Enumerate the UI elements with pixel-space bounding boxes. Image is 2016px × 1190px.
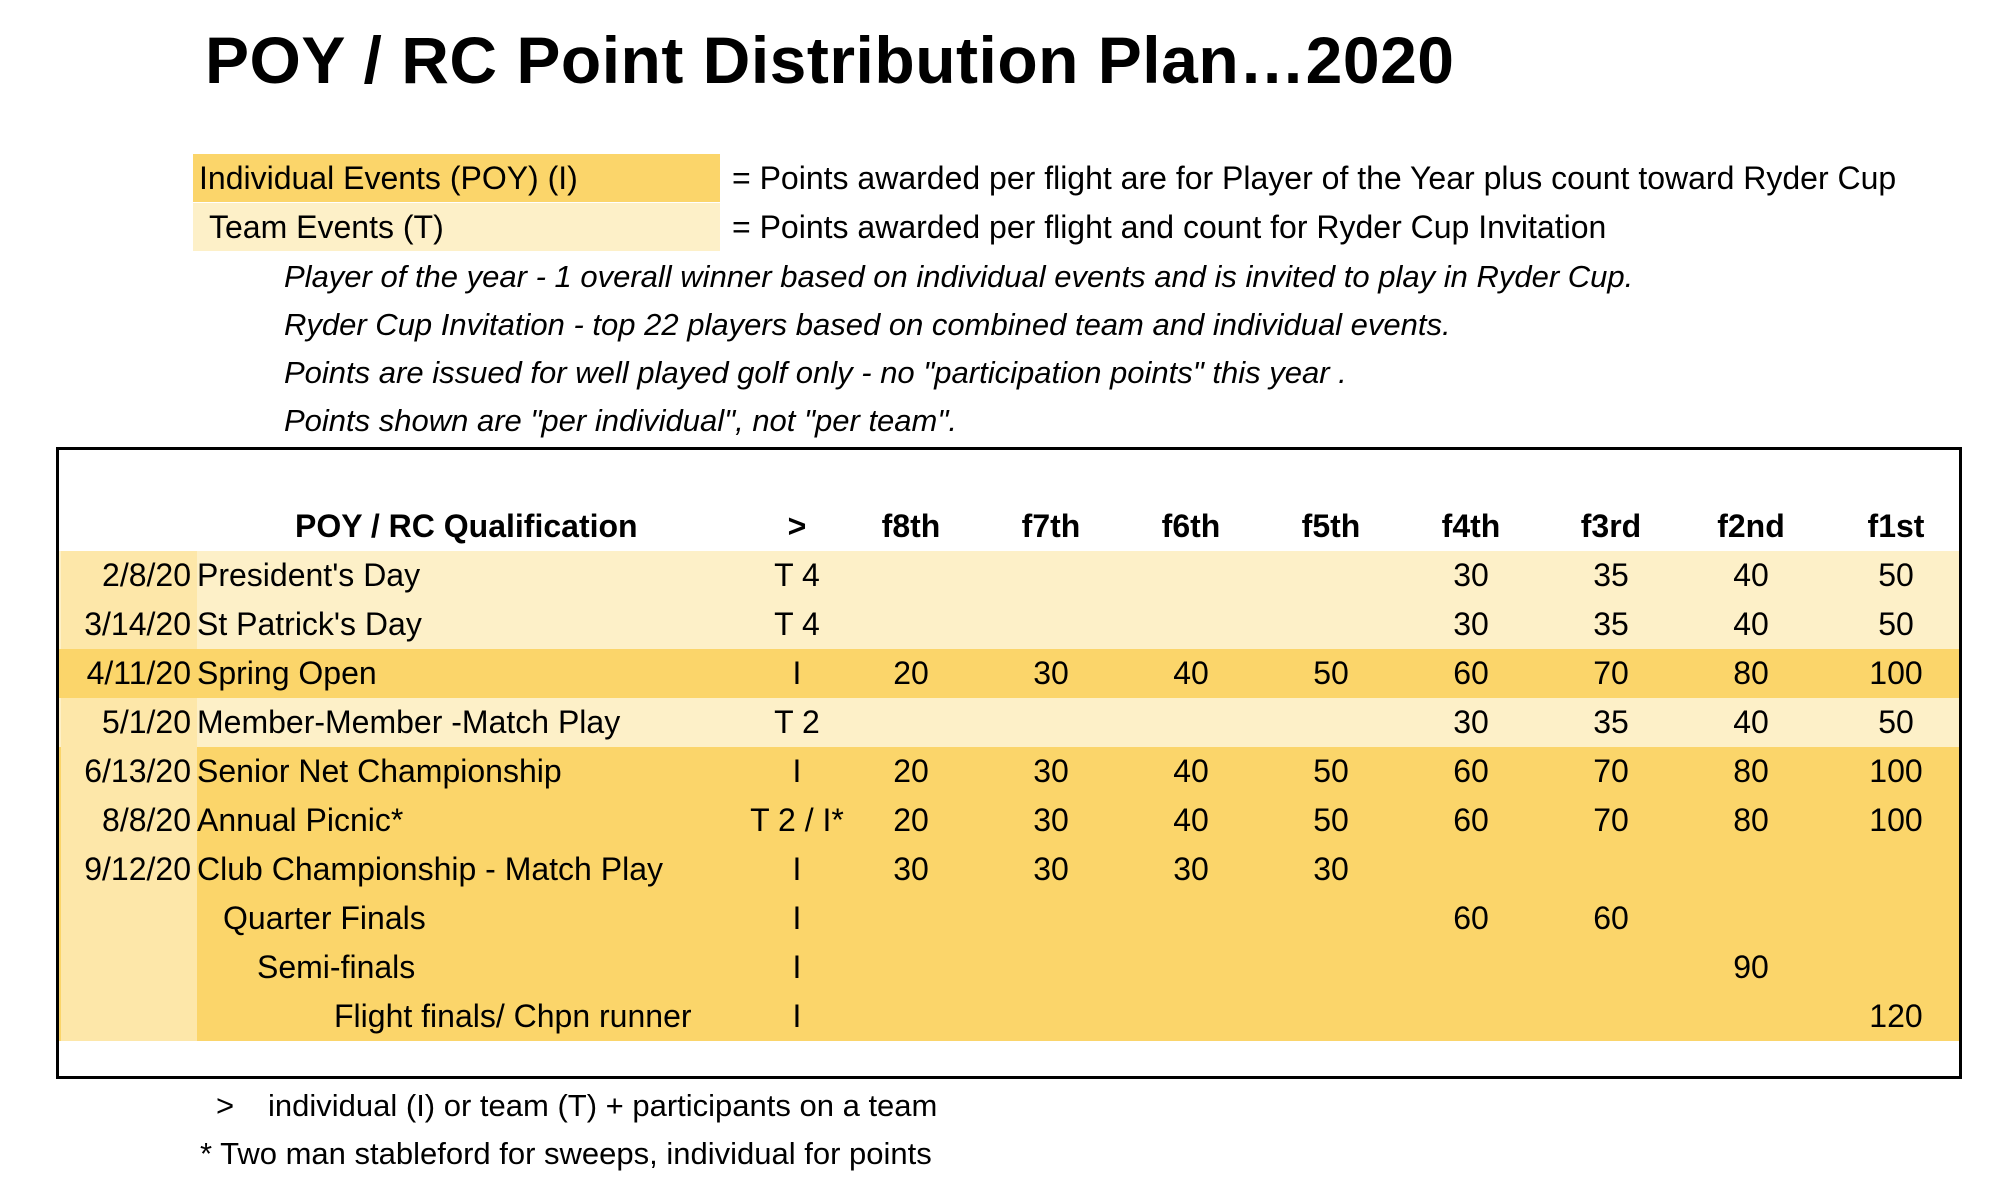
row-f8th: 20 <box>893 753 929 789</box>
row-f5th: 30 <box>1313 851 1349 887</box>
row-f5th: 50 <box>1313 753 1349 789</box>
row-f7th: 30 <box>1033 851 1069 887</box>
row-f4th: 60 <box>1453 802 1489 838</box>
row-f4th: 60 <box>1453 900 1489 936</box>
table-header-row <box>59 502 1959 551</box>
row-type: T 4 <box>774 606 820 642</box>
row-type: T 2 <box>774 704 820 740</box>
row-f2nd: 80 <box>1733 655 1769 691</box>
row-date: 6/13/20 <box>61 747 197 796</box>
row-type: I <box>792 949 802 985</box>
row-f4th: 30 <box>1453 557 1489 593</box>
row-f3rd: 70 <box>1593 802 1629 838</box>
table-row <box>59 747 1959 796</box>
row-date: 2/8/20 <box>61 551 197 600</box>
row-f2nd: 80 <box>1733 802 1769 838</box>
row-event: Senior Net Championship <box>197 753 562 789</box>
table-row <box>59 992 1959 1041</box>
row-f4th: 60 <box>1453 753 1489 789</box>
row-f2nd: 40 <box>1733 606 1769 642</box>
header-f3rd: f3rd <box>1580 508 1642 544</box>
table-row <box>59 894 1959 943</box>
header-f6th: f6th <box>1161 508 1221 544</box>
row-f5th: 50 <box>1313 802 1349 838</box>
row-date: 4/11/20 <box>86 655 191 691</box>
row-f1st: 50 <box>1878 704 1914 740</box>
header-type: > <box>787 508 807 544</box>
row-f5th: 50 <box>1313 655 1349 691</box>
header-f4th: f4th <box>1441 508 1501 544</box>
row-f4th: 60 <box>1453 655 1489 691</box>
row-f3rd: 70 <box>1593 655 1629 691</box>
legend-team-swatch <box>193 203 720 251</box>
row-date: 8/8/20 <box>61 796 197 845</box>
row-f1st: 100 <box>1869 802 1923 838</box>
row-type: I <box>792 753 802 789</box>
row-f2nd: 90 <box>1733 949 1769 985</box>
row-f3rd: 35 <box>1593 606 1629 642</box>
row-f1st: 100 <box>1869 655 1923 691</box>
row-f6th: 40 <box>1173 753 1209 789</box>
row-date <box>61 894 197 943</box>
table-row <box>59 649 1959 698</box>
row-f7th: 30 <box>1033 655 1069 691</box>
row-type: I <box>792 900 802 936</box>
row-event: Flight finals/ Chpn runner <box>334 998 692 1034</box>
row-f3rd: 35 <box>1593 557 1629 593</box>
row-type: I <box>792 998 802 1034</box>
row-date: 3/14/20 <box>61 600 197 649</box>
row-date <box>61 943 197 992</box>
row-f1st: 100 <box>1869 753 1923 789</box>
legend-individual-label: Individual Events (POY) (I) <box>199 160 578 196</box>
row-f8th: 20 <box>893 802 929 838</box>
row-f4th: 30 <box>1453 606 1489 642</box>
row-event: Semi-finals <box>257 949 416 985</box>
row-f8th: 30 <box>893 851 929 887</box>
legend-team-desc: = Points awarded per flight and count for Ryder Cup Invitation <box>732 209 1607 245</box>
note-player-of-year: Player of the year - 1 overall winner based on individual events and is invited to play in Ryder Cup. <box>284 259 1634 294</box>
table-row <box>59 551 1959 600</box>
row-f4th: 30 <box>1453 704 1489 740</box>
header-f2nd: f2nd <box>1717 508 1785 544</box>
row-f8th: 20 <box>893 655 929 691</box>
row-f3rd: 35 <box>1593 704 1629 740</box>
table-row <box>59 943 1959 992</box>
row-date: 9/12/20 <box>61 845 197 894</box>
row-type: I <box>792 655 802 691</box>
row-date <box>61 992 197 1041</box>
header-f1st: f1st <box>1867 508 1925 544</box>
row-f3rd: 60 <box>1593 900 1629 936</box>
note-ryder-cup: Ryder Cup Invitation - top 22 players based on combined team and individual events. <box>284 307 1451 342</box>
footer-note: * Two man stableford for sweeps, individual for points <box>200 1136 932 1171</box>
table-row <box>59 796 1959 845</box>
row-event: St Patrick's Day <box>197 606 422 642</box>
points-table <box>56 447 1962 1079</box>
note-participation: Points are issued for well played golf only - no "participation points" this year . <box>284 355 1347 390</box>
row-date: 5/1/20 <box>61 698 197 747</box>
header-event: POY / RC Qualification <box>295 508 638 544</box>
row-f6th: 40 <box>1173 655 1209 691</box>
row-event: Annual Picnic* <box>197 802 404 838</box>
row-f2nd: 40 <box>1733 704 1769 740</box>
row-f1st: 50 <box>1878 606 1914 642</box>
row-event: Spring Open <box>197 655 377 691</box>
footer-legend-text: individual (I) or team (T) + participants on a team <box>268 1088 938 1123</box>
footer-legend-symbol: > <box>216 1088 235 1123</box>
row-type: T 2 / I* <box>750 802 844 838</box>
row-f6th: 30 <box>1173 851 1209 887</box>
page-title: POY / RC Point Distribution Plan…2020 <box>205 23 1455 97</box>
header-f8th: f8th <box>881 508 941 544</box>
row-f3rd: 70 <box>1593 753 1629 789</box>
header-f7th: f7th <box>1021 508 1081 544</box>
table-row <box>59 845 1959 894</box>
legend-individual-desc: = Points awarded per flight are for Player of the Year plus count toward Ryder Cup <box>732 160 1897 196</box>
row-f2nd: 80 <box>1733 753 1769 789</box>
row-f7th: 30 <box>1033 802 1069 838</box>
table-row <box>59 698 1959 747</box>
row-f6th: 40 <box>1173 802 1209 838</box>
note-per-individual: Points shown are "per individual", not "per team". <box>284 403 957 438</box>
row-f7th: 30 <box>1033 753 1069 789</box>
header-f5th: f5th <box>1301 508 1361 544</box>
row-event: Quarter Finals <box>223 900 426 936</box>
table-row <box>59 600 1959 649</box>
legend-team-label: Team Events (T) <box>209 209 444 245</box>
legend-individual-swatch <box>193 154 720 202</box>
row-event: President's Day <box>197 557 421 593</box>
row-type: T 4 <box>774 557 820 593</box>
row-f1st: 120 <box>1869 998 1923 1034</box>
row-f1st: 50 <box>1878 557 1914 593</box>
row-event: Member-Member -Match Play <box>197 704 621 740</box>
row-type: I <box>792 851 802 887</box>
row-event: Club Championship - Match Play <box>197 851 663 887</box>
row-f2nd: 40 <box>1733 557 1769 593</box>
